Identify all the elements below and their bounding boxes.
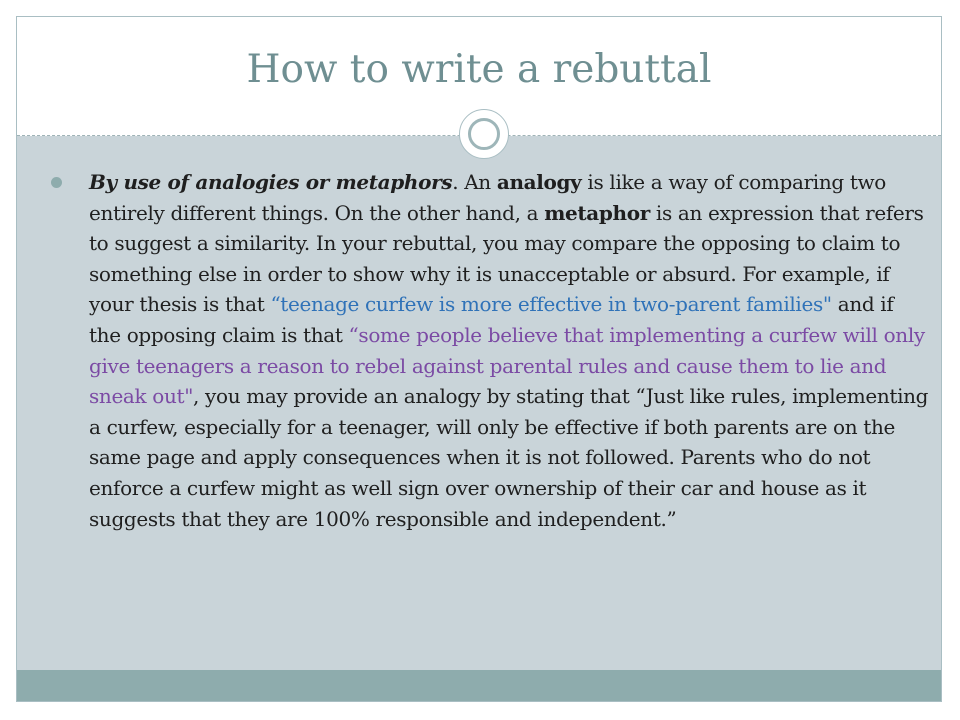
bullet-dot-icon — [51, 177, 62, 188]
slide-frame — [16, 16, 942, 702]
opposing-claim-quote: “some people believe that implementing a curfew will only give teenagers a reason to rebel against parental rules and cause them to lie and sneak out" — [89, 322, 925, 409]
thesis-example-quote: “teenage curfew is more effective in two-parent families" — [270, 292, 832, 317]
bullet-text-part-4: and if the opposing claim is that — [89, 292, 894, 347]
bullet-text-part-2: is like a way of comparing two entirely different things. On the other hand, a — [89, 170, 886, 225]
bullet-item — [51, 167, 931, 534]
bullet-text-part-3: is an expression that refers to suggest a similarity. In your rebuttal, you may compare the opposing to claim to something else in order to show why it is unacceptable or absurd. For example, if your thesis is that — [89, 200, 924, 317]
footer-band — [17, 670, 941, 701]
ring-decoration — [459, 109, 509, 159]
bullet-paragraph — [89, 167, 931, 534]
bullet-text-part-1: . An — [452, 170, 497, 194]
term-analogy: analogy — [496, 170, 582, 194]
bullet-lead-text: By use of analogies or metaphors — [89, 170, 453, 194]
ring-inner-circle — [468, 118, 500, 150]
term-metaphor: metaphor — [544, 200, 650, 225]
slide-title: How to write a rebuttal — [246, 47, 712, 92]
bullet-text-part-5: , you may provide an analogy by stating that “Just like rules, implementing a curfew, especially for a teenager, will only be effective if both parents are on the same page and apply consequences when it is not followed. Parents who do not enforce a curfew might as well sign over ownership of their car and house as it suggests that they are 100% responsible and independent.” — [89, 384, 929, 531]
